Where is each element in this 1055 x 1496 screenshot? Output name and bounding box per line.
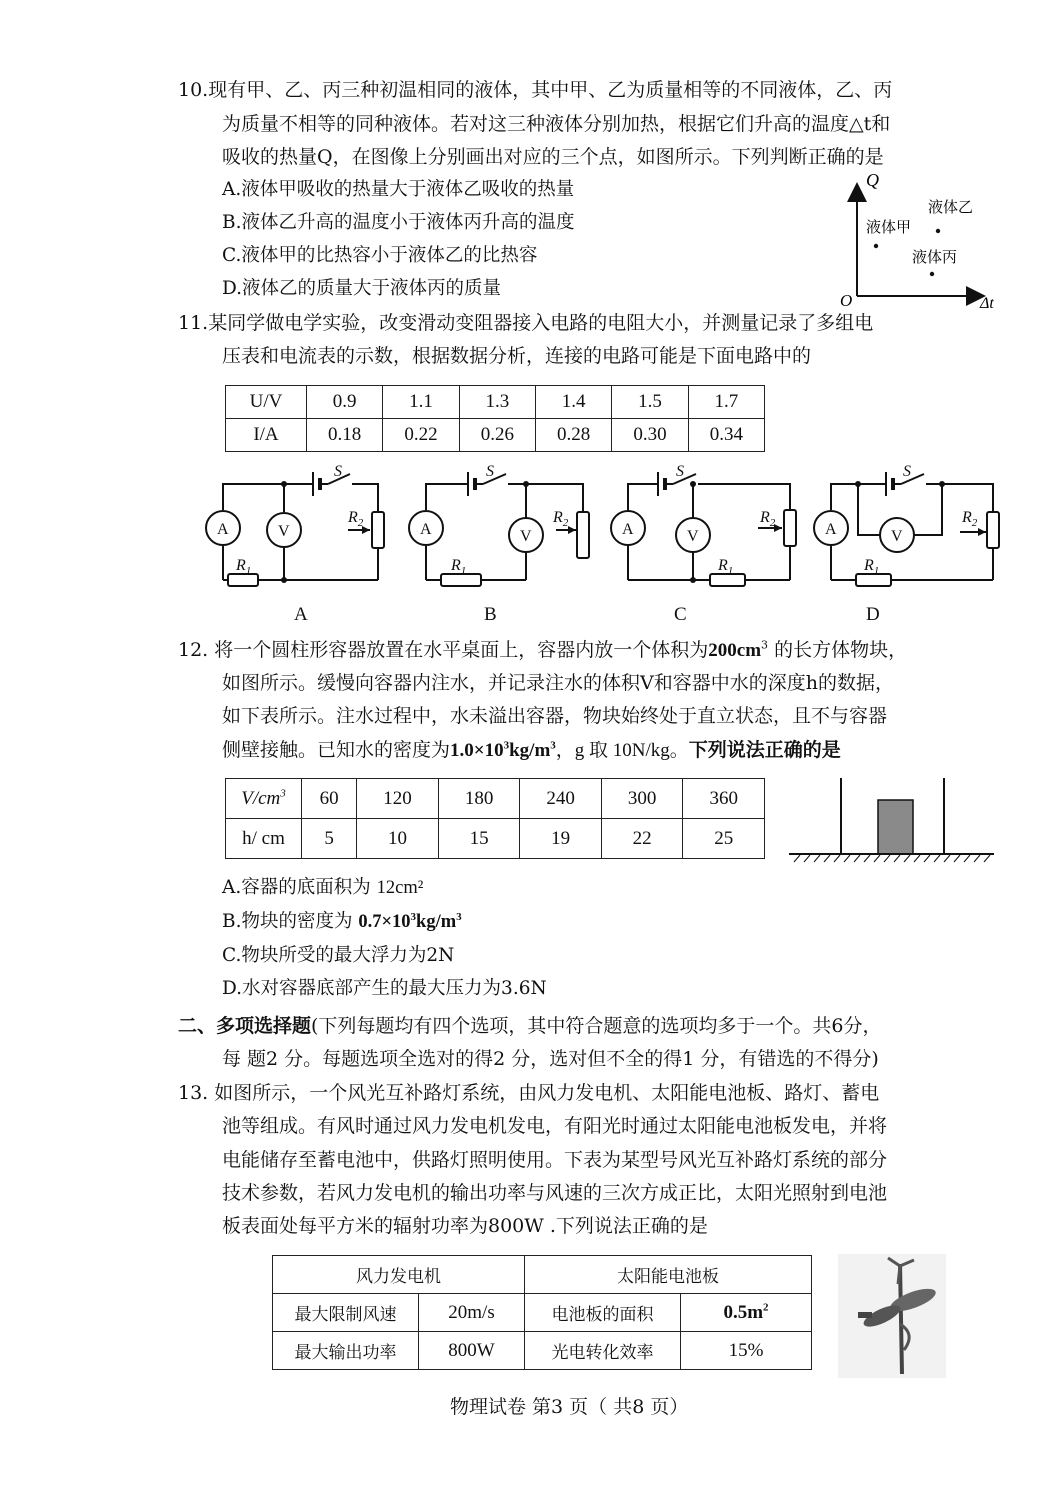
q10-line1: 10.现有甲、乙、丙三种初温相同的液体，其中甲、乙为质量相等的不同液体，乙、丙 (178, 79, 893, 101)
ammeter-d: A (825, 521, 837, 538)
label-max-wind-speed: 最大限制风速 (273, 1294, 419, 1332)
point-bing (930, 272, 934, 276)
q11-i-value: 0.30 (612, 419, 688, 452)
caption-c: C (674, 604, 687, 625)
q10-option-a: A.液体甲吸收的热量大于液体乙吸收的热量 (222, 179, 575, 200)
q12-h-label: h/ cm (226, 819, 302, 859)
q11-circuits (198, 462, 1008, 597)
q12-h-value: 10 (357, 819, 439, 859)
circuit-d (814, 472, 999, 586)
origin-label: O (840, 291, 853, 310)
caption-d: D (866, 604, 880, 625)
voltmeter-c: V (687, 528, 699, 545)
r2-label-d: $R_2$ (962, 509, 978, 529)
q12-v-value: 300 (601, 779, 683, 819)
section2-line1: 二、多项选择题(下列每题均有四个选项，其中符合题意的选项均多于一个。共6分， (178, 1015, 882, 1037)
q11-i-value: 0.34 (688, 419, 764, 452)
q12-v-label: $V/cm^3$ (226, 779, 302, 819)
page-footer: 物理试卷 第3 页（ 共8 页） (450, 1396, 689, 1418)
q12-v-value: 240 (520, 779, 602, 819)
q10-line2: 为质量不相等的同种液体。若对这三种液体分别加热，根据它们升高的温度△t和 (222, 113, 891, 135)
q11-u-value: 1.1 (383, 386, 459, 419)
label-conversion-efficiency: 光电转化效率 (525, 1332, 681, 1370)
r1-label-b: $R_1$ (451, 557, 467, 577)
q13-line1: 13. 如图所示，一个风光互补路灯系统，由风力发电机、太阳能电池板、路灯、蓄电 (178, 1082, 880, 1104)
streetlight-photo (838, 1254, 946, 1378)
q12-v-value: 60 (302, 779, 357, 819)
q10-line3: 吸收的热量Q，在图像上分别画出对应的三个点，如图所示。下列判断正确的是 (222, 146, 884, 168)
q12-v-value: 360 (683, 779, 765, 819)
caption-b: B (484, 604, 497, 625)
q11-u-value: 1.4 (535, 386, 611, 419)
q12-h-value: 15 (438, 819, 520, 859)
q12-h-value: 19 (520, 819, 602, 859)
circuit-c (611, 472, 796, 586)
section2-line2: 每 题2 分。每题选项全选对的得2 分，选对但不全的得1 分，有错选的不得分) (222, 1048, 879, 1070)
voltmeter-d: V (891, 528, 903, 545)
q-axis-label: Q (866, 170, 879, 190)
q12-option-a: A.容器的底面积为 12cm² (222, 877, 424, 898)
q12-v-value: 180 (438, 779, 520, 819)
q11-u-label: U/V (226, 386, 307, 419)
q12-h-value: 22 (601, 819, 683, 859)
q12-h-value: 25 (683, 819, 765, 859)
q12-v-value: 120 (357, 779, 439, 819)
point-jia (874, 244, 878, 248)
q12-line1: 12. 将一个圆柱形容器放置在水平桌面上，容器内放一个体积为$200cm^3$ 的长方体物块， (178, 638, 908, 661)
ammeter-a: A (217, 521, 229, 538)
value-conversion-efficiency: 15% (681, 1332, 812, 1370)
q11-data-table (225, 385, 765, 452)
switch-b: S (486, 463, 494, 480)
voltmeter-a: V (278, 523, 290, 540)
q13-line3: 电能储存至蓄电池中，供路灯照明使用。下表为某型号风光互补路灯系统的部分 (222, 1149, 888, 1171)
circuit-a (206, 472, 384, 586)
q13-line4: 技术参数，若风力发电机的输出功率与风速的三次方成正比，太阳光照射到电池 (222, 1182, 888, 1204)
q11-i-value: 0.26 (459, 419, 535, 452)
q11-i-value: 0.28 (535, 419, 611, 452)
q13-line5: 板表面处每平方米的辐射功率为800W .下列说法正确的是 (222, 1215, 708, 1237)
table-head-solar: 太阳能电池板 (525, 1256, 812, 1294)
q12-container-figure (786, 770, 998, 865)
ammeter-c: A (622, 521, 634, 538)
switch-c: S (676, 463, 684, 480)
table-head-wind: 风力发电机 (273, 1256, 525, 1294)
label-max-output-power: 最大输出功率 (273, 1332, 419, 1370)
q13-line2: 池等组成。有风时通过风力发电机发电，有阳光时通过太阳能电池板发电，并将 (222, 1115, 888, 1137)
ammeter-b: A (420, 521, 432, 538)
r1-label-c: $R_1$ (718, 557, 734, 577)
q11-i-value: 0.22 (383, 419, 459, 452)
switch-a: S (334, 463, 342, 480)
q12-line4: 侧壁接触。已知水的密度为$1.0\times 10^3kg/m^3$，g 取 10N/kg。下列说法正确的是 (222, 739, 841, 761)
q11-i-label: I/A (226, 419, 307, 452)
q10-option-c: C.液体甲的比热容小于液体乙的比热容 (222, 245, 538, 266)
point-jia-label: 液体甲 (866, 220, 912, 236)
q12-data-table (225, 778, 765, 859)
point-yi-label: 液体乙 (928, 200, 974, 216)
q10-option-b: B.液体乙升高的温度小于液体丙升高的温度 (222, 212, 575, 233)
point-bing-label: 液体丙 (912, 250, 958, 266)
q13-parameter-table (272, 1255, 812, 1370)
r2-label-b: $R_2$ (553, 509, 569, 529)
q12-option-d: D.水对容器底部产生的最大压力为3.6N (222, 978, 547, 999)
q10-graph (836, 168, 1006, 310)
label-panel-area: 电池板的面积 (525, 1294, 681, 1332)
q11-line2: 压表和电流表的示数，根据数据分析，连接的电路可能是下面电路中的 (222, 345, 812, 367)
r1-label-d: $R_1$ (864, 557, 880, 577)
q12-line3: 如下表所示。注水过程中，水未溢出容器，物块始终处于直立状态，且不与容器 (222, 705, 888, 727)
caption-a: A (294, 604, 308, 625)
voltmeter-b: V (520, 528, 532, 545)
q12-h-value: 5 (302, 819, 357, 859)
block (878, 800, 913, 854)
q12-line2: 如图所示。缓慢向容器内注水，并记录注水的体积V和容器中水的深度h的数据， (222, 672, 894, 694)
value-max-wind-speed: 20m/s (419, 1294, 525, 1332)
q12-option-b: B.物块的密度为 $0.7\times 10^3kg/m^3$ (222, 910, 462, 932)
r1-label-a: $R_1$ (236, 557, 252, 577)
q10-option-d: D.液体乙的质量大于液体丙的质量 (222, 278, 502, 299)
value-max-output-power: 800W (419, 1332, 525, 1370)
q11-u-value: 1.7 (688, 386, 764, 419)
switch-d: S (903, 463, 911, 480)
circuit-b (409, 472, 589, 586)
q11-u-value: 1.5 (612, 386, 688, 419)
q12-option-c: C.物块所受的最大浮力为2N (222, 945, 455, 966)
q11-line1: 11.某同学做电学实验，改变滑动变阻器接入电路的电阻大小，并测量记录了多组电 (178, 312, 874, 334)
r2-label-a: $R_2$ (348, 509, 364, 529)
dt-axis-label: Δt (980, 295, 994, 310)
q11-u-value: 0.9 (307, 386, 383, 419)
q11-u-value: 1.3 (459, 386, 535, 419)
point-yi (936, 229, 940, 233)
q11-i-value: 0.18 (307, 419, 383, 452)
value-panel-area: $0.5m^2$ (681, 1294, 812, 1332)
r2-label-c: $R_2$ (760, 509, 776, 529)
